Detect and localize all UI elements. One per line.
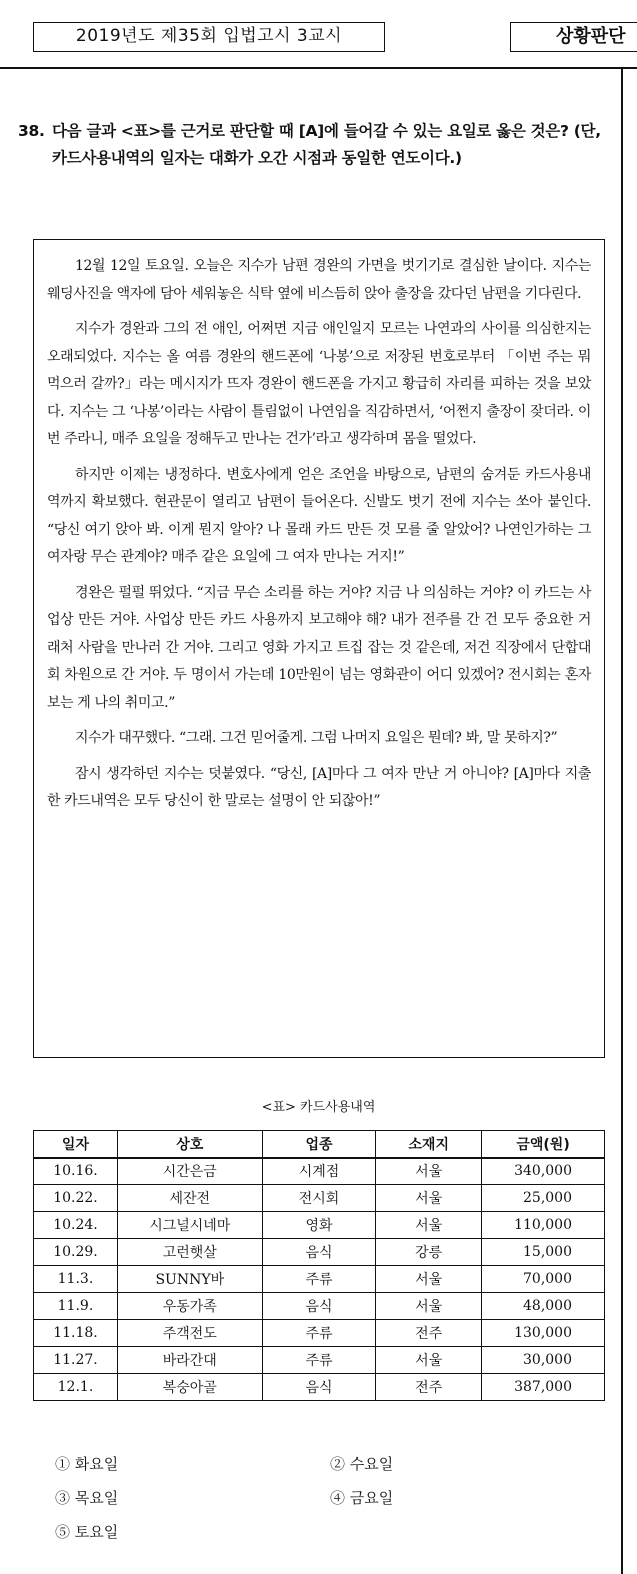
- cell-store: 고런햇살: [117, 1239, 262, 1266]
- table-row: [34, 1185, 605, 1212]
- passage-box: [33, 239, 605, 1058]
- cell-amount: 15,000: [482, 1239, 605, 1266]
- cell-date: 11.18.: [34, 1320, 118, 1347]
- cell-store: 바라간대: [117, 1347, 262, 1374]
- table-row: [34, 1158, 605, 1185]
- cell-date: 10.16.: [34, 1158, 118, 1185]
- cell-date: 12.1.: [34, 1374, 118, 1401]
- cell-date: 11.27.: [34, 1347, 118, 1374]
- subject-box: [510, 22, 637, 52]
- cell-amount: 30,000: [482, 1347, 605, 1374]
- header-category: 업종: [262, 1131, 376, 1158]
- cell-amount: 70,000: [482, 1266, 605, 1293]
- passage-paragraph: 하지만 이제는 냉정하다. 변호사에게 얻은 조언을 바탕으로, 남편의 숨겨둔 카드사용내역까지 확보했다. 현관문이 열리고 남편이 들어온다. 신발도 벗기 전에 지수는 쏘아 붙인다. “당신 여기 앉아 봐. 이게 뭔지 알아? 나 몰래 카드 만든 것 모를 줄 알았어? 나연인가하는 그 여자랑 무슨 관계야? 매주 같은 요일에 그 여자 만나는 거지!”: [47, 466, 591, 565]
- cell-amount: 130,000: [482, 1320, 605, 1347]
- cell-date: 11.3.: [34, 1266, 118, 1293]
- exam-title: 2019년도 제35회 입법고시 3교시: [75, 26, 343, 46]
- passage-paragraph: 지수가 경완과 그의 전 애인, 어쩌면 지금 애인일지 모르는 나연과의 사이를 의심한지는 오래되었다. 지수는 올 여름 경완의 핸드폰에 ‘나봉’으로 저장된 번호로부터 「이번 주는 뭐 먹으러 갈까?」라는 메시지가 뜨자 경완이 핸드폰을 가지고 황급히 자리를 피하는 것을 보았다. 지수는 그 ‘나봉’이라는 사람이 틀림없이 나연임을 직감하면서, ‘어쩐지 출장이 잦더라. 이번 주라니, 매주 요일을 정해두고 만나는 건가’라고 생각하며 몸을 떨었다.: [47, 321, 591, 447]
- cell-category: 음식: [262, 1374, 376, 1401]
- table-row: [34, 1266, 605, 1293]
- option-5[interactable]: ⑤ 토요일: [55, 1523, 119, 1541]
- header-divider: [0, 67, 637, 69]
- cell-store: 세잔전: [117, 1185, 262, 1212]
- cell-location: 서울: [376, 1212, 482, 1239]
- option-2[interactable]: ② 수요일: [330, 1455, 394, 1473]
- option-3[interactable]: ③ 목요일: [55, 1489, 119, 1507]
- header-date: 일자: [34, 1131, 118, 1158]
- cell-category: 시계점: [262, 1158, 376, 1185]
- question-text: 다음 글과 <표>를 근거로 판단할 때 [A]에 들어갈 수 있는 요일로 옳은 것은? (단, 카드사용내역의 일자는 대화가 오간 시점과 동일한 연도이다.): [52, 122, 601, 167]
- cell-store: 복숭아골: [117, 1374, 262, 1401]
- cell-category: 영화: [262, 1212, 376, 1239]
- cell-amount: 110,000: [482, 1212, 605, 1239]
- cell-category: 음식: [262, 1239, 376, 1266]
- table-header-row: [34, 1131, 605, 1158]
- table-row: [34, 1347, 605, 1374]
- cell-location: 강릉: [376, 1239, 482, 1266]
- cell-date: 10.22.: [34, 1185, 118, 1212]
- passage-paragraph: 경완은 펄펄 뛰었다. “지금 무슨 소리를 하는 거야? 지금 나 의심하는 거야? 이 카드는 사업상 만든 거야. 사업상 만든 카드 사용까지 보고해야 해? 내가 전주를 간 건 모두 중요한 거래처 사람을 만나러 간 거야. 그리고 영화 가지고 트집 잡는 것 같은데, 저건 직장에서 단합대회 차원으로 간 거야. 두 명이서 가는데 10만원이 넘는 영화관이 어디 있겠어? 전시회는 혼자 보는 게 나의 취미고.”: [47, 584, 591, 711]
- table-row: [34, 1212, 605, 1239]
- cell-location: 서울: [376, 1293, 482, 1320]
- option-4[interactable]: ④ 금요일: [330, 1489, 394, 1507]
- header-store: 상호: [117, 1131, 262, 1158]
- cell-location: 전주: [376, 1374, 482, 1401]
- cell-amount: 25,000: [482, 1185, 605, 1212]
- cell-location: 서울: [376, 1347, 482, 1374]
- table-row: [34, 1320, 605, 1347]
- exam-title-box: [33, 22, 385, 52]
- option-1[interactable]: ① 화요일: [55, 1455, 119, 1473]
- cell-store: 우동가족: [117, 1293, 262, 1320]
- cell-location: 서울: [376, 1158, 482, 1185]
- column-divider: [621, 67, 623, 1574]
- header-location: 소재지: [376, 1131, 482, 1158]
- cell-amount: 48,000: [482, 1293, 605, 1320]
- passage-paragraph: 지수가 대꾸했다. “그래. 그건 믿어줄게. 그럼 나머지 요일은 뭔데? 봐, 말 못하지?”: [75, 730, 558, 746]
- cell-store: SUNNY바: [117, 1266, 262, 1293]
- passage-paragraph: 잠시 생각하던 지수는 덧붙였다. “당신, [A]마다 그 여자 만난 거 아니야? [A]마다 지출한 카드내역은 모두 당신이 한 말로는 설명이 안 되잖아!”: [47, 765, 591, 809]
- table-row: [34, 1293, 605, 1320]
- cell-date: 10.29.: [34, 1239, 118, 1266]
- cell-store: 시간은금: [117, 1158, 262, 1185]
- cell-amount: 340,000: [482, 1158, 605, 1185]
- table-row: [34, 1374, 605, 1401]
- header-amount: 금액(원): [482, 1131, 605, 1158]
- cell-location: 전주: [376, 1320, 482, 1347]
- subject-title: 상황판단: [556, 26, 626, 47]
- cell-category: 주류: [262, 1347, 376, 1374]
- cell-amount: 387,000: [482, 1374, 605, 1401]
- cell-location: 서울: [376, 1266, 482, 1293]
- question-number: 38.: [18, 122, 45, 140]
- table-caption: <표> 카드사용내역: [261, 1100, 376, 1115]
- cell-store: 주객전도: [117, 1320, 262, 1347]
- passage-paragraph: 12월 12일 토요일. 오늘은 지수가 남편 경완의 가면을 벗기기로 결심한 날이다. 지수는 웨딩사진을 액자에 담아 세워놓은 식탁 옆에 비스듬히 앉아 출장을 갔다던 남편을 기다린다.: [47, 258, 591, 302]
- cell-date: 11.9.: [34, 1293, 118, 1320]
- question-38: [18, 118, 618, 172]
- cell-date: 10.24.: [34, 1212, 118, 1239]
- cell-category: 주류: [262, 1266, 376, 1293]
- cell-category: 주류: [262, 1320, 376, 1347]
- cell-category: 전시회: [262, 1185, 376, 1212]
- cell-location: 서울: [376, 1185, 482, 1212]
- card-usage-table: [33, 1130, 605, 1401]
- cell-category: 음식: [262, 1293, 376, 1320]
- table-row: [34, 1239, 605, 1266]
- cell-store: 시그널시네마: [117, 1212, 262, 1239]
